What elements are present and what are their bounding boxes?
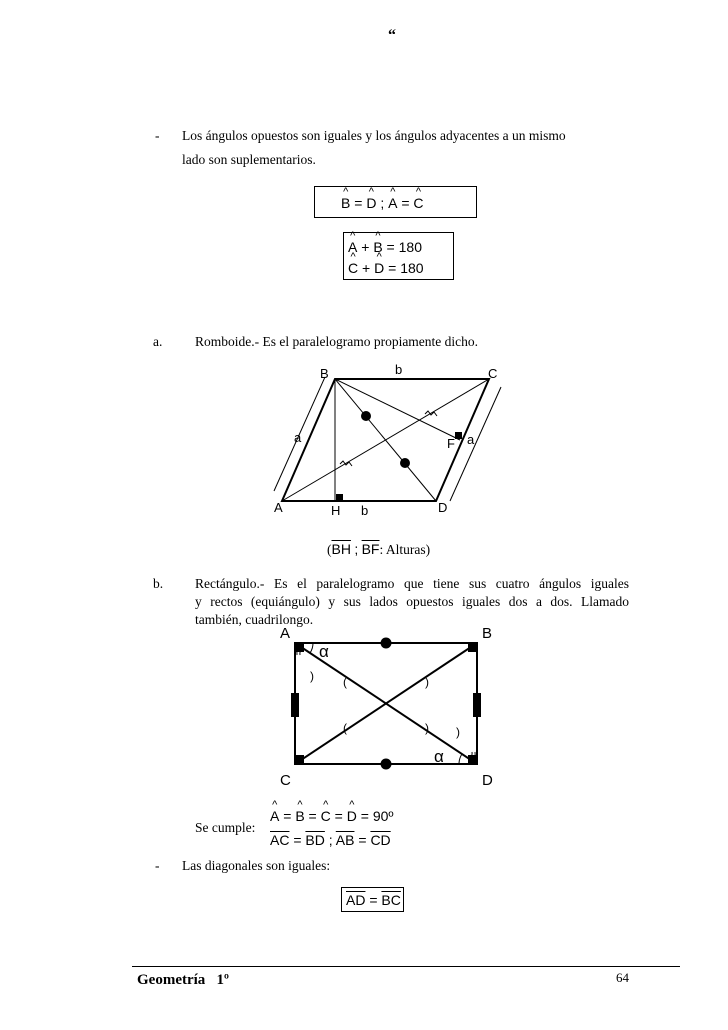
header-mark: “ <box>388 27 396 44</box>
midpoint-dot-1 <box>361 411 371 421</box>
diagonal-bd <box>335 379 436 501</box>
bullet-diagonales: - <box>155 858 160 873</box>
bracket-1: ) <box>310 669 314 683</box>
bracket-3: ) <box>425 675 429 689</box>
label-b-side-bottom: b <box>361 503 369 518</box>
label-d: D <box>482 772 493 789</box>
section-marker-a: a. <box>153 334 163 349</box>
label-d: D <box>438 500 448 515</box>
midpoint-dot-2 <box>400 458 410 468</box>
diagonales-text: Las diagonales son iguales: <box>182 858 331 873</box>
bracket-6: ) <box>456 725 460 739</box>
footer-title: Geometría 1º <box>137 972 229 988</box>
corner-square-a <box>296 644 304 652</box>
equation-supplementary-1: ^ A + ^ B = 180 <box>348 239 422 255</box>
bracket-5: ) <box>425 721 429 735</box>
equation-box-opposite <box>314 186 477 218</box>
equation-diagonals: $\overline{AD} = \overline{BC}$ <box>346 892 401 908</box>
footer-rule <box>132 966 680 967</box>
side-mark-left <box>291 693 299 717</box>
side-mark-right <box>473 693 481 717</box>
right-angle-h <box>336 494 343 501</box>
midpoint-top <box>381 638 392 649</box>
corner-square-d <box>468 755 476 763</box>
angle-arc-a <box>310 643 313 653</box>
romboide-figure <box>260 360 520 522</box>
label-a: A <box>280 625 291 642</box>
rectangulo-line-2: y rectos (equiángulo) y sus lados opuestos iguales dos a dos. Llamado <box>195 594 629 609</box>
dimension-a-right <box>450 387 501 501</box>
cumple-label: Se cumple: <box>195 820 256 835</box>
equation-right-angles: ^ A = ^ B = ^ C = ^ D = 90º <box>270 808 394 824</box>
rectangulo-line-3: también, cuadrilongo. <box>195 612 314 627</box>
bullet: - <box>155 128 160 143</box>
alpha-top: α <box>319 642 329 661</box>
alpha-bottom: α <box>434 747 444 766</box>
corner-square-b <box>468 644 476 652</box>
equation-opposite-angles: ^ B = ^ D ; ^ A = ^ C <box>341 195 424 211</box>
rectangulo-figure <box>270 624 506 790</box>
equation-equal-sides: $\overline{AC} = \overline{BD}$ ; $\overline{AB} = \overline{CD}$ <box>270 832 391 848</box>
romboide-heading: Romboide.- Es el paralelogramo propiamente dicho. <box>195 334 479 349</box>
rectangulo-line-1: Rectángulo.- Es el paralelogramo que tiene sus cuatro ángulos iguales <box>195 576 629 591</box>
right-angle-f <box>455 432 462 439</box>
label-c: C <box>488 366 498 381</box>
angle-arc-d <box>459 754 462 764</box>
bracket-2: ( <box>343 675 347 689</box>
section-marker-b: b. <box>153 576 164 591</box>
label-b: B <box>482 625 493 642</box>
label-a: A <box>274 500 283 515</box>
equation-supplementary-2: ^ C + ^ D = 180 <box>348 260 424 276</box>
label-a-left: a <box>294 430 302 445</box>
midpoint-bottom <box>381 759 392 770</box>
corner-square-c <box>296 755 304 763</box>
equation-box-diagonals <box>341 887 404 912</box>
page-number: 64 <box>616 970 629 985</box>
equation-box-supplementary <box>343 232 454 280</box>
property-line-2: lado son suplementarios. <box>182 152 316 167</box>
romboide-caption: ($\overline{BH}$ ; $\overline{BF}$: Alturas) <box>327 541 431 557</box>
label-a-right: a <box>467 432 475 447</box>
label-b: B <box>320 366 329 381</box>
label-f: F <box>447 436 455 451</box>
label-b-side-top: b <box>395 362 403 377</box>
height-bf <box>335 379 460 440</box>
label-h: H <box>331 503 341 518</box>
property-line-1: Los ángulos opuestos son iguales y los ángulos adyacentes a un mismo <box>182 128 566 143</box>
bracket-4: ( <box>343 721 347 735</box>
label-c: C <box>280 772 291 789</box>
